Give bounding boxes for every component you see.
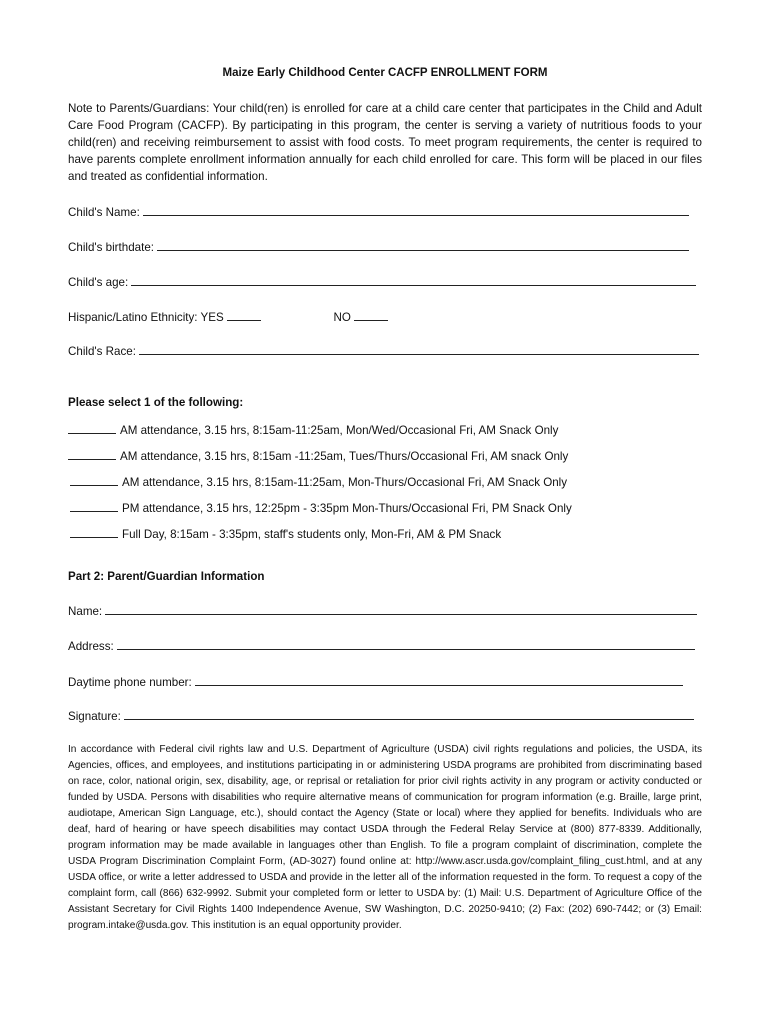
attendance-option-field[interactable] (68, 422, 116, 434)
attendance-option-field[interactable] (70, 500, 118, 512)
attendance-option-label: Full Day, 8:15am - 3:35pm, staff's students only, Mon-Fri, AM & PM Snack (122, 528, 502, 541)
attendance-option (70, 500, 572, 515)
child-age-field[interactable] (131, 274, 696, 286)
ethnicity-no-label: NO (333, 311, 351, 324)
ethnicity-row (68, 309, 388, 324)
child-age-row (68, 274, 696, 289)
attendance-option-label: AM attendance, 3.15 hrs, 8:15am-11:25am, Mon-Thurs/Occasional Fri, AM Snack Only (122, 476, 568, 489)
parent-note: Note to Parents/Guardians: Your child(ren) is enrolled for care at a child care center that participates in the Child and Adult Care Food Program (CACFP). By participating in this program, the center is serving a variety of nutritious foods to your child(ren) and receiving reimbursement to assist with food costs. To meet program requirements, the center is required to have parents complete enrollment information annually for each child enrolled for care. This form will be placed in our files and treated as confidential information. (68, 102, 702, 183)
signature-label: Signature: (68, 710, 121, 723)
child-birthdate-label: Child's birthdate: (68, 241, 154, 254)
attendance-option (70, 526, 501, 541)
attendance-option-field[interactable] (70, 474, 118, 486)
parent-name-row (68, 603, 697, 618)
child-birthdate-field[interactable] (157, 239, 689, 251)
ethnicity-yes-field[interactable] (227, 309, 261, 321)
attendance-option (68, 448, 568, 463)
attendance-heading: Please select 1 of the following: (68, 396, 244, 409)
attendance-option-field[interactable] (68, 448, 116, 460)
attendance-option-label: PM attendance, 3.15 hrs, 12:25pm - 3:35pm Mon-Thurs/Occasional Fri, PM Snack Only (122, 502, 572, 515)
child-name-field[interactable] (143, 204, 689, 216)
attendance-option-label: AM attendance, 3.15 hrs, 8:15am-11:25am, Mon/Wed/Occasional Fri, AM Snack Only (120, 424, 559, 437)
ethnicity-no-field[interactable] (354, 309, 388, 321)
child-race-label: Child's Race: (68, 345, 136, 358)
parent-name-field[interactable] (105, 603, 697, 615)
phone-row (68, 674, 683, 689)
ethnicity-yes-label: Hispanic/Latino Ethnicity: YES (68, 311, 224, 324)
signature-row (68, 708, 694, 723)
child-age-label: Child's age: (68, 276, 129, 289)
child-name-label: Child's Name: (68, 206, 140, 219)
address-label: Address: (68, 640, 114, 653)
address-row (68, 638, 695, 653)
form-title: Maize Early Childhood Center CACFP ENROLLMENT FORM (222, 67, 548, 79)
attendance-option-label: AM attendance, 3.15 hrs, 8:15am -11:25am, Tues/Thurs/Occasional Fri, AM snack Only (120, 450, 569, 463)
address-field[interactable] (117, 638, 695, 650)
child-name-row (68, 204, 689, 219)
attendance-option (68, 422, 558, 437)
attendance-option-field[interactable] (70, 526, 118, 538)
attendance-option (70, 474, 567, 489)
phone-label: Daytime phone number: (68, 676, 192, 689)
child-race-row (68, 343, 699, 358)
nondiscrimination-statement: In accordance with Federal civil rights law and U.S. Department of Agriculture (USDA) civil rights regulations and policies, the USDA, its Agencies, offices, and employees, and institutions participating in or administering USDA programs are prohibited from discriminating based on race, color, national origin, sex, disability, age, or reprisal or retaliation for prior civil rights activity in any program or activity conducted or funded by USDA. Persons with disabilities who require alternative means of communication for program information (e.g. Braille, large print, audiotape, American Sign Language, etc.), should contact the Agency (State or local) where they applied for benefits. Individuals who are deaf, hard of hearing or have speech disabilities may contact USDA through the Federal Relay Service at (800) 877-8339. Additionally, program information may be made available in languages other than English. To file a program complaint of discrimination, complete the USDA Program Discrimination Complaint Form, (AD-3027) found online at: http://www.ascr.usda.gov/complaint_filing_cust.html, and at any USDA office, or write a letter addressed to USDA and provide in the letter all of the information requested in the form. To request a copy of the complaint form, call (866) 632-9992. Submit your completed form or letter to USDA by: (1) Mail: U.S. Department of Agriculture Office of the Assistant Secretary for Civil Rights 1400 Independence Avenue, SW Washington, D.C. 20250-9410; (2) Fax: (202) 690-7442; or (3) Email: program.intake@usda.gov. This institution is an equal opportunity provider. (68, 744, 702, 931)
child-race-field[interactable] (139, 343, 699, 355)
phone-field[interactable] (195, 674, 683, 686)
parent-name-label: Name: (68, 605, 103, 618)
parent-heading: Part 2: Parent/Guardian Information (68, 570, 265, 583)
signature-field[interactable] (124, 708, 694, 720)
child-birthdate-row (68, 239, 689, 254)
